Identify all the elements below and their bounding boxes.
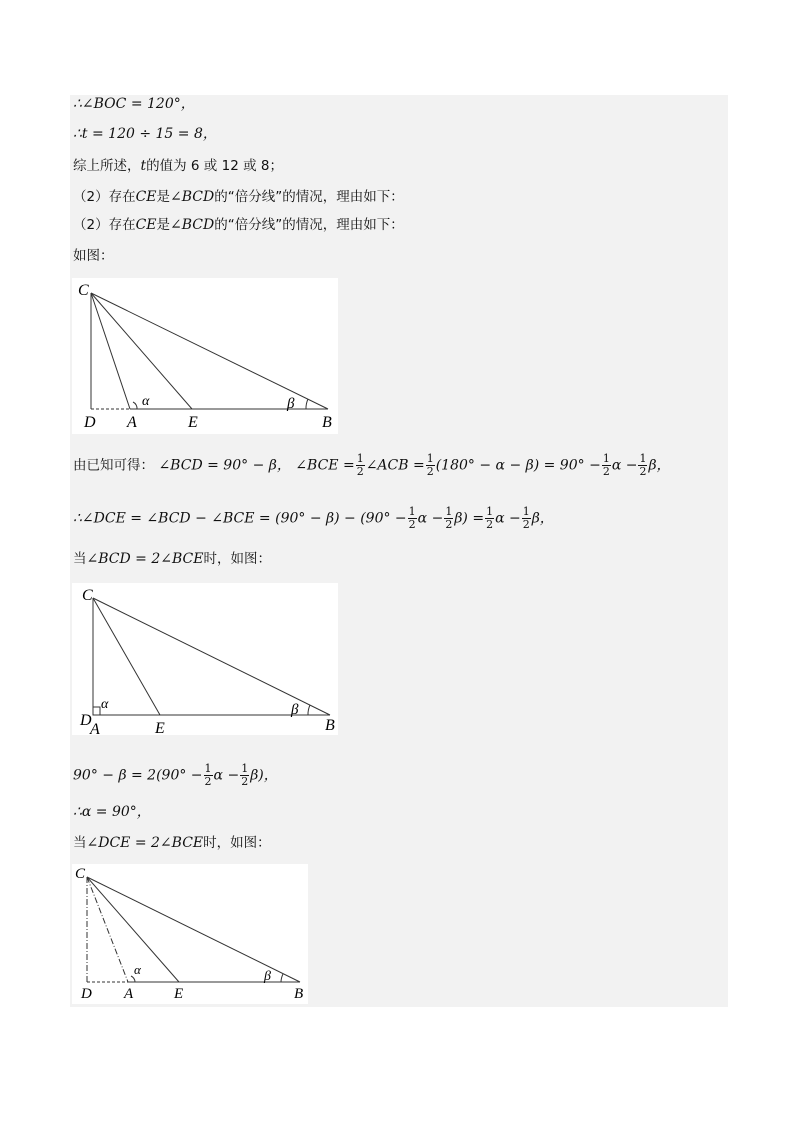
figure-2	[72, 583, 338, 735]
line-boc: ∴∠BOC = 120°，	[73, 96, 195, 112]
fraction-half: $\frac{1}{2}$	[356, 452, 364, 478]
fraction-half: $\frac{1}{2}$	[445, 505, 453, 531]
figure-1	[72, 278, 338, 434]
triangle-diagram-1	[72, 278, 338, 434]
line-case1-eq: 90° − β = 2(90° − $\frac{1}{2}$ α − $\frac{1}{2}$ β)，	[73, 762, 278, 788]
line-known: 由已知可得： ∠BCD = 90° − β， ∠BCE = $\frac{1}{2}$ ∠ACB = $\frac{1}{2}$ (180° − α − β) = 90° − $\frac{1}{2}$ α − $\frac{1}{2}$ β，	[73, 452, 671, 478]
svg-text:B: B	[322, 414, 332, 431]
svg-text:B: B	[325, 717, 335, 734]
svg-text:α: α	[101, 697, 109, 712]
fraction-half: $\frac{1}{2}$	[241, 762, 249, 788]
svg-text:B: B	[294, 986, 304, 1002]
line-case1: 当∠BCD = 2∠BCE时，如图：	[73, 551, 271, 567]
figure-3	[72, 864, 308, 1004]
svg-text:A: A	[127, 414, 137, 431]
line-summary: 综上所述，t的值为 6 或 12 或 8；	[73, 158, 283, 174]
svg-text:D: D	[84, 414, 96, 431]
svg-text:E: E	[174, 986, 184, 1002]
fraction-half: $\frac{1}{2}$	[522, 505, 530, 531]
fraction-half: $\frac{1}{2}$	[602, 452, 610, 478]
svg-text:C: C	[78, 282, 89, 299]
line-t-calc: ∴t = 120 ÷ 15 = 8，	[73, 126, 217, 142]
line-alpha: ∴α = 90°，	[73, 804, 151, 820]
svg-text:E: E	[188, 414, 198, 431]
line-dce: ∴∠DCE = ∠BCD − ∠BCE = (90° − β) − (90° − $\frac{1}{2}$ α − $\frac{1}{2}$ β) = $\frac{1}{2}$ α − $\frac{1}{2}$ β，	[73, 505, 554, 531]
svg-text:D: D	[80, 712, 92, 729]
svg-text:α: α	[134, 962, 141, 977]
triangle-diagram-3	[72, 864, 308, 1004]
fraction-half: $\frac{1}{2}$	[408, 505, 416, 531]
fraction-half: $\frac{1}{2}$	[486, 505, 494, 531]
triangle-diagram-2	[72, 583, 338, 735]
line-as-shown: 如图：	[73, 248, 114, 264]
fraction-half: $\frac{1}{2}$	[426, 452, 434, 478]
fraction-half: $\frac{1}{2}$	[639, 452, 647, 478]
svg-text:β: β	[287, 396, 295, 412]
svg-text:C: C	[82, 587, 93, 604]
svg-text:A: A	[90, 721, 100, 735]
line-case2: 当∠DCE = 2∠BCE时，如图：	[73, 835, 271, 851]
svg-text:C: C	[75, 866, 86, 882]
svg-text:D: D	[81, 986, 92, 1002]
svg-text:A: A	[124, 986, 134, 1002]
fraction-half: $\frac{1}{2}$	[204, 762, 212, 788]
line-part2-a: （2）存在CE是∠BCD的“倍分线”的情况，理由如下：	[73, 189, 404, 205]
svg-text:α: α	[142, 394, 150, 409]
svg-text:β: β	[264, 969, 271, 984]
line-part2-b: （2）存在CE是∠BCD的“倍分线”的情况，理由如下：	[73, 217, 404, 233]
svg-text:β: β	[291, 702, 299, 718]
svg-text:E: E	[155, 720, 165, 735]
